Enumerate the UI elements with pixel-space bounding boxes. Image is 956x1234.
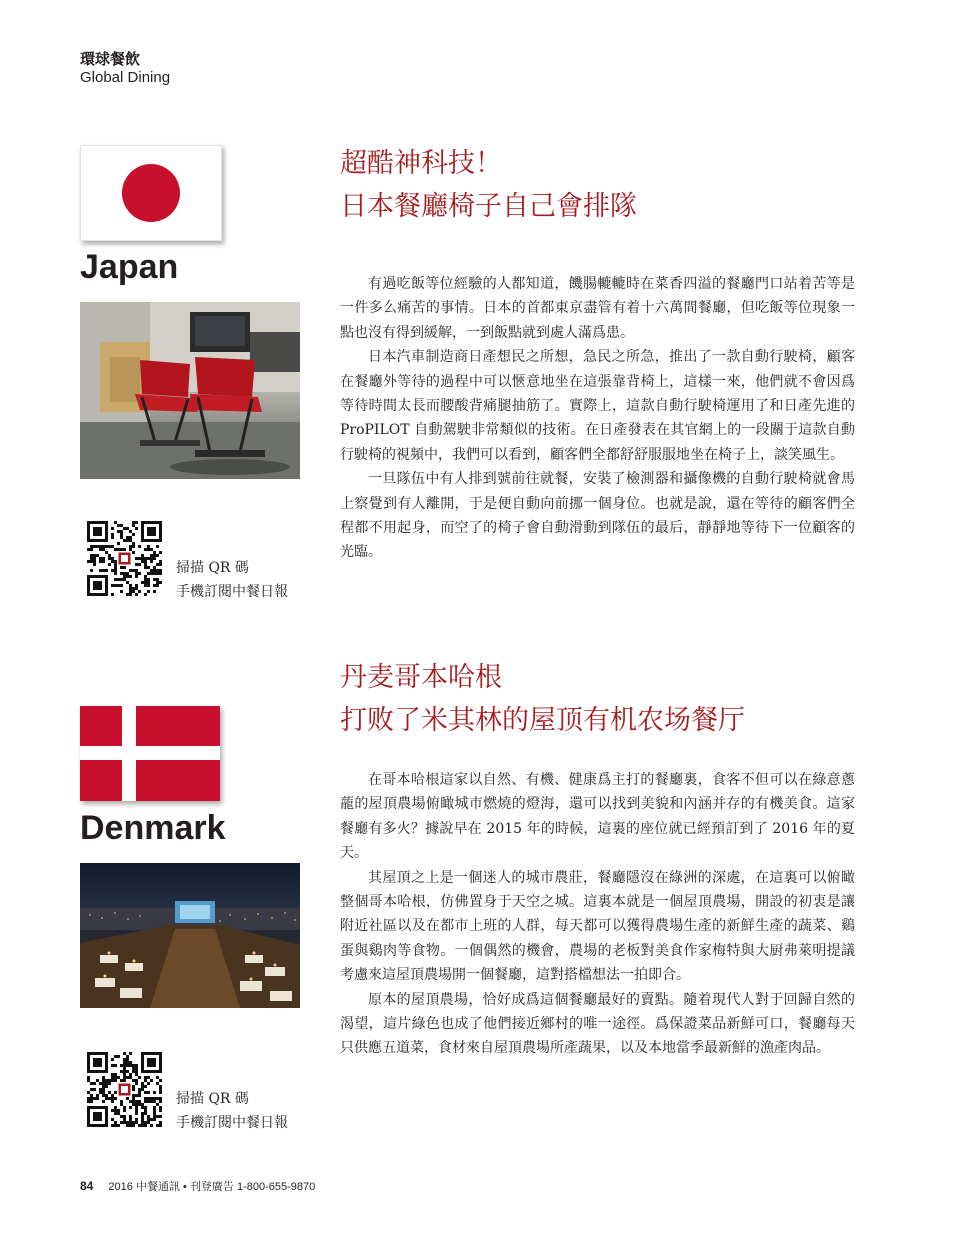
paragraph: 日本汽車制造商日產想民之所想，急民之所急，推出了一款自動行駛椅，顧客在餐廳外等待的過程中可以愜意地坐在這張靠背椅上，這樣一來，他們就不會因爲等待時間太長而腰酸背痛腿抽筋了。實際上，這款自動行駛椅運用了和日產先進的 ProPILOT 自動駕駛非常類似的技術。在日產發表在其官網上的一段關于這款自動行駛椅的視頻中，我們可以看到，顧客們全都舒舒服服地坐在椅子上，談笑風生。: [340, 349, 855, 463]
section-title-en: Global Dining: [80, 69, 171, 86]
page-footer: [80, 1178, 315, 1194]
title-line: 日本餐廳椅子自己會排隊: [340, 191, 637, 222]
paragraph: 一旦隊伍中有人排到號前往就餐，安裝了檢測器和攝像機的自動行駛椅就會馬上察覺到有人離開，于是便自動向前挪一個身位。也就是說，還在等待的顧客們全程都不用起身，而空了的椅子會自動滑動到隊伍的最后，靜靜地等待下一位顧客的光臨。: [340, 471, 855, 561]
title-line: 超酷神科技！: [340, 148, 502, 179]
japan-chairs-photo: [80, 302, 300, 479]
paragraph: 有過吃飯等位經驗的人都知道，饑腸轆轆時在菜香四溢的餐廳門口站着苦等是一件多么痛苦的事情。日本的首都東京盡管有着十六萬間餐廳，但吃飯等位現象一點也沒有得到緩解，一到飯點就到處人滿爲患。: [340, 276, 855, 341]
paragraph: 在哥本哈根這家以自然、有機、健康爲主打的餐廳裏，食客不但可以在綠意蔥蘢的屋頂農場俯瞰城市燃燒的燈海，還可以找到美貌和內涵并存的有機美食。這家餐廳有多火？據說早在 2015 年的時候，這裏的座位就已經預訂到了 2016 年的夏天。: [340, 772, 855, 862]
qr-caption-line: 掃描 QR 碼: [176, 560, 249, 576]
title-line: 打败了米其林的屋顶有机农场餐厅: [340, 705, 745, 736]
section-title-zh: 環球餐飲: [80, 50, 141, 68]
article-body-denmark: [340, 768, 855, 1061]
qr-code-denmark[interactable]: [87, 1052, 162, 1127]
rooftop-restaurant-photo: [80, 863, 300, 1008]
country-label-japan: Japan: [80, 248, 179, 286]
paragraph: 原本的屋頂農場，恰好成爲這個餐廳最好的賣點。隨着現代人對于回歸自然的渴望，這片綠色也成了他們接近鄉村的唯一途徑。爲保證菜品新鮮可口，餐廳每天只供應五道菜，食材來自屋頂農場所產蔬果，以及本地當季最新鮮的漁產肉品。: [340, 991, 855, 1057]
denmark-flag-icon: [80, 706, 220, 801]
country-label-denmark: Denmark: [80, 809, 226, 847]
paragraph: 其屋頂之上是一個迷人的城市農莊，餐廳隱沒在綠洲的深處，在這裏可以俯瞰整個哥本哈根，仿佛置身于天空之城。這裏本就是一個屋頂農場，開設的初衷是讓附近社區以及在都市上班的人群，每天都可以獲得農場生產的新鮮生產的蔬菜、鷄蛋與鷄肉等食物。一個偶然的機會，農場的老板對美食作家梅特與大厨弗萊明提議考慮來這屋頂農場開一個餐廳，這對搭檔想法一拍即合。: [340, 869, 855, 984]
qr-caption-line: 手機訂閱中餐日報: [176, 1115, 288, 1131]
qr-caption-line: 掃描 QR 碼: [176, 1091, 249, 1107]
title-line: 丹麦哥本哈根: [340, 662, 502, 693]
page-number: 84: [80, 1179, 94, 1193]
publication-name: 2016 中餐通訊 • 刊登廣告: [108, 1181, 234, 1193]
article-body-japan: [340, 272, 855, 565]
japan-flag-icon: [80, 145, 222, 241]
qr-caption-line: 手機訂閱中餐日報: [176, 584, 288, 600]
qr-code-japan[interactable]: [87, 521, 162, 596]
qr-caption-japan: [176, 556, 288, 604]
qr-caption-denmark: [176, 1087, 288, 1135]
article-title-denmark: [340, 656, 745, 742]
article-title-japan: [340, 142, 637, 228]
phone-number: 1-800-655-9870: [236, 1181, 316, 1193]
